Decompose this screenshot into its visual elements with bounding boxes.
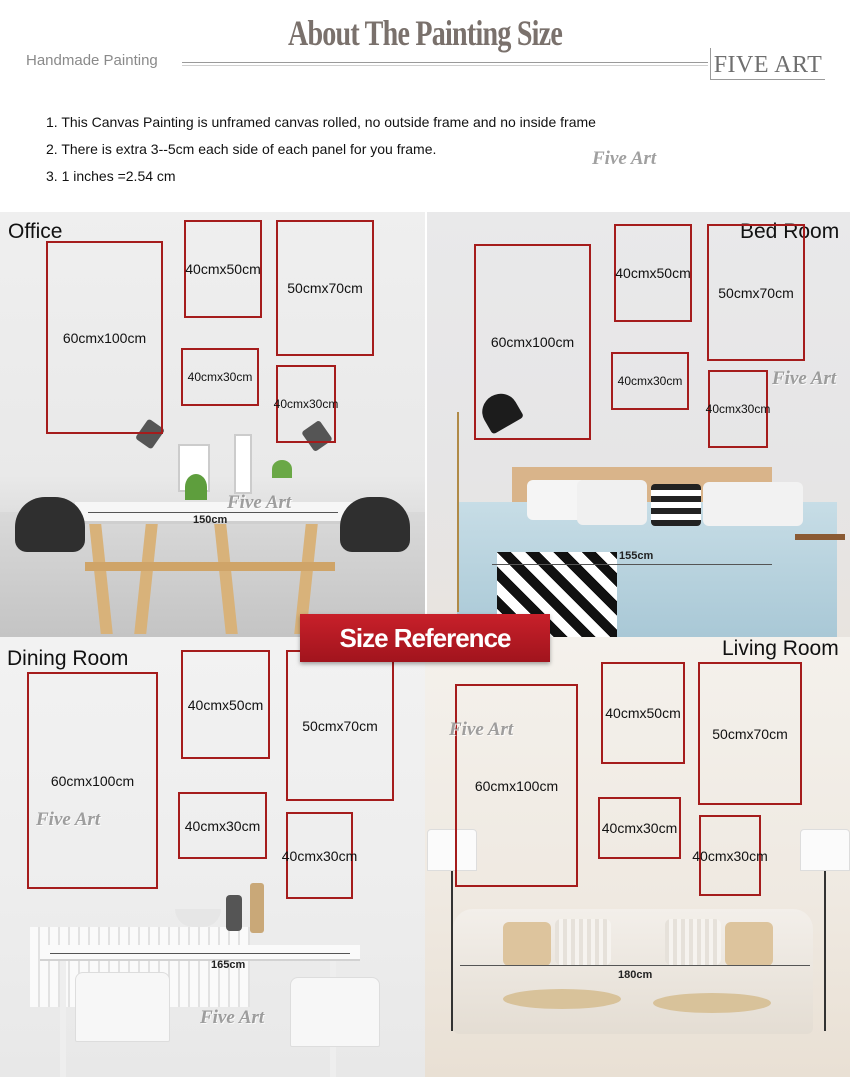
- watermark: Five Art: [772, 368, 837, 389]
- office-plant: [272, 460, 292, 478]
- frame-40x50: 40cmx50cm: [614, 224, 692, 322]
- bed-lamp-stand: [457, 412, 459, 612]
- office-panel: [0, 212, 425, 637]
- bedroom-panel: [425, 212, 850, 637]
- living-cushion: [665, 919, 721, 965]
- watermark: Five Art: [200, 1007, 265, 1028]
- room-label-office: Office: [8, 220, 63, 243]
- bed-pillow: [703, 482, 803, 526]
- dining-panel: [0, 637, 425, 1077]
- dining-vase: [226, 895, 242, 931]
- watermark: Five Art: [36, 809, 101, 830]
- frame-40x30: 40cmx30cm: [178, 792, 267, 859]
- dimension-line: [50, 953, 350, 954]
- dimension-line: [492, 564, 772, 565]
- frame-40x50: 40cmx50cm: [601, 662, 685, 764]
- frame-60x100: 60cmx100cm: [46, 241, 163, 434]
- frame-40x30: 40cmx30cm: [699, 815, 761, 896]
- living-cushion: [725, 922, 773, 966]
- frame-40x30: 40cmx30cm: [286, 812, 353, 899]
- dining-chair: [290, 977, 380, 1047]
- size-reference-banner: Size Reference: [300, 614, 550, 662]
- dining-bowl: [175, 909, 221, 927]
- room-label-living: Living Room: [722, 637, 839, 660]
- note-item: 1. This Canvas Painting is unframed canvas rolled, no outside frame and no inside frame: [46, 114, 596, 130]
- dining-table-width: 165cm: [211, 959, 246, 971]
- frame-60x100: 60cmx100cm: [474, 244, 591, 440]
- sofa-width: 180cm: [618, 969, 653, 981]
- frame-50x70: 50cmx70cm: [698, 662, 802, 805]
- living-lamp-stand: [824, 871, 826, 1031]
- frame-40x50: 40cmx50cm: [181, 650, 270, 759]
- note-item: 2. There is extra 3--5cm each side of each panel for you frame.: [46, 141, 437, 157]
- office-chair: [340, 497, 410, 552]
- frame-40x30: 40cmx30cm: [276, 365, 336, 443]
- dimension-line: [460, 965, 810, 966]
- page-title: About The Painting Size: [287, 13, 563, 53]
- dining-chair: [75, 972, 170, 1042]
- frame-40x30: 40cmx30cm: [181, 348, 259, 406]
- dining-vase: [250, 883, 264, 933]
- living-cushion: [503, 922, 551, 966]
- office-plant: [185, 474, 207, 500]
- header-divider: [182, 62, 708, 63]
- frame-40x30: 40cmx30cm: [598, 797, 681, 859]
- frame-40x30: 40cmx30cm: [611, 352, 689, 410]
- office-desk-bar: [85, 562, 335, 571]
- office-desk-width: 150cm: [193, 514, 228, 526]
- office-chair: [15, 497, 85, 552]
- room-label-dining: Dining Room: [7, 647, 129, 670]
- frame-50x70: 50cmx70cm: [286, 650, 394, 801]
- bed-pillow: [577, 480, 647, 525]
- dimension-line: [88, 512, 338, 513]
- frame-50x70: 50cmx70cm: [276, 220, 374, 356]
- note-item: 3. 1 inches =2.54 cm: [46, 168, 176, 184]
- watermark: Five Art: [227, 492, 292, 513]
- notes-list: [46, 114, 596, 195]
- frame-50x70: 50cmx70cm: [707, 224, 805, 361]
- frame-40x50: 40cmx50cm: [184, 220, 262, 318]
- dining-table-leg: [60, 961, 66, 1077]
- bed-side-table: [795, 534, 845, 540]
- frame-40x30: 40cmx30cm: [708, 370, 768, 448]
- handmade-label: Handmade Painting: [26, 52, 158, 69]
- living-floor-lamp: [800, 829, 850, 871]
- room-label-bedroom: Bed Room: [740, 220, 840, 243]
- frame-60x100: 60cmx100cm: [27, 672, 158, 889]
- living-coffee-table: [653, 993, 771, 1013]
- living-panel: [425, 637, 850, 1077]
- living-coffee-table: [503, 989, 621, 1009]
- bed-width: 155cm: [619, 550, 654, 562]
- office-monitor: [234, 434, 252, 494]
- watermark: Five Art: [449, 719, 514, 740]
- brand-logo: FIVE ART: [710, 48, 825, 80]
- living-cushion: [555, 919, 611, 965]
- frame-60x100: 60cmx100cm: [455, 684, 578, 887]
- bed-pillow: [651, 484, 701, 526]
- header-divider-shadow: [182, 65, 708, 66]
- watermark: Five Art: [592, 148, 657, 169]
